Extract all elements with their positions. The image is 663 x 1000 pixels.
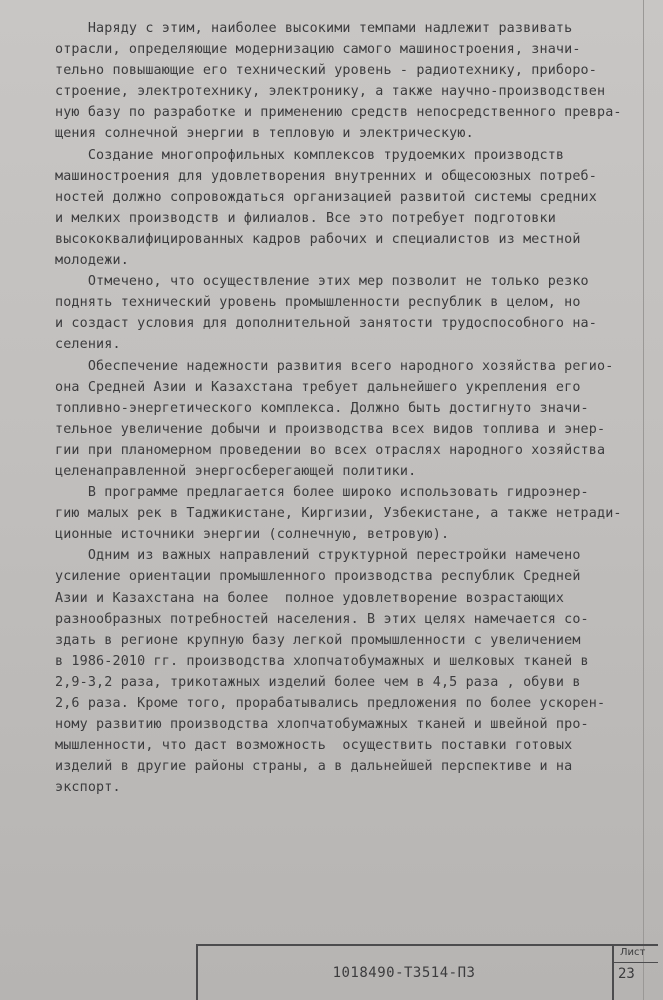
text-line: Наряду с этим, наиболее высокими темпами надлежит развивать [55, 21, 573, 36]
text-line: ному развитию производства хлопчатобумажных тканей и швейной про- [55, 717, 589, 733]
text-line: 2,9-3,2 раза, трикотажных изделий более чем в 4,5 раза , обуви в [55, 674, 581, 690]
text-line: тельно повышающие его технический уровень - радиотехнику, приборо- [55, 63, 597, 79]
text-line: и создаст условия для дополнительной занятости трудоспособного на- [55, 316, 597, 332]
text-line: разнообразных потребностей населения. В этих целях намечается со- [55, 611, 589, 627]
text-line: строение, электротехнику, электронику, а также научно-производствен [55, 84, 606, 100]
margin-rule [643, 0, 644, 1000]
text-line: селения. [55, 337, 121, 353]
body-text [55, 18, 637, 798]
text-line: изделий в другие районы страны, а в дальнейшей перспективе и на [55, 759, 573, 775]
text-line: машиностроения для удовлетворения внутренних и общесоюзных потреб- [55, 168, 597, 184]
text-line: ностей должно сопровождаться организацией развитой системы средних [55, 189, 597, 205]
text-line: и мелких производств и филиалов. Все это потребует подготовки [55, 210, 556, 226]
text-line: высококвалифицированных кадров рабочих и специалистов из местной [55, 231, 581, 247]
sheet-label: Лист [620, 947, 646, 958]
text-line: мышленности, что даст возможность осуществить поставки готовых [55, 738, 573, 754]
sheet-divider [614, 962, 658, 963]
text-line: в 1986-2010 гг. производства хлопчатобумажных и шелковых тканей в [55, 653, 589, 669]
text-line: Одним из важных направлений структурной перестройки намечено [55, 548, 581, 564]
text-line: Отмечено, что осуществление этих мер позволит не только резко [55, 274, 589, 290]
text-line: экспорт. [55, 780, 121, 796]
sheet-number: 23 [618, 966, 635, 982]
text-line: она Средней Азии и Казахстана требует дальнейшего укрепления его [55, 379, 581, 395]
text-line: поднять технический уровень промышленности республик в целом, но [55, 295, 581, 311]
text-line: отрасли, определяющие модернизацию самого машиностроения, значи- [55, 42, 581, 58]
text-line: гии при планомерном проведении во всех отраслях народного хозяйства [55, 442, 606, 458]
text-line: ционные источники энергии (солнечную, ветровую). [55, 527, 450, 543]
text-line: щения солнечной энергии в тепловую и электрическую. [55, 126, 474, 142]
text-line: здать в регионе крупную базу легкой промышленности с увеличением [55, 632, 581, 648]
text-line: гию малых рек в Таджикистане, Киргизии, Узбекистане, а также нетради- [55, 506, 622, 522]
text-line: Создание многопрофильных комплексов трудоемких производств [55, 147, 565, 163]
text-line: 2,6 раза. Кроме того, прорабатывались предложения по более ускорен- [55, 696, 606, 711]
text-line: тельное увеличение добычи и производства всех видов топлива и энер- [55, 421, 606, 437]
text-line: молодежи. [55, 253, 129, 269]
text-line: ную базу по разработке и применению средств непосредственного превра- [55, 105, 622, 121]
document-code: 1018490-Т3514-ПЗ [332, 965, 476, 981]
sheet-cell [612, 946, 658, 1000]
text-line: топливно-энергетического комплекса. Должно быть достигнуто значи- [55, 400, 589, 416]
text-line: целенаправленной энергосберегающей политики. [55, 463, 417, 479]
text-line: Обеспечение надежности развития всего народного хозяйства регио- [55, 358, 614, 374]
text-line: Азии и Казахстана на более полное удовлетворение возрастающих [55, 590, 565, 606]
text-line: усиление ориентации промышленного производства республик Средней [55, 569, 581, 585]
text-line: В программе предлагается более широко использовать гидроэнер- [55, 485, 589, 501]
title-block [196, 944, 658, 1000]
